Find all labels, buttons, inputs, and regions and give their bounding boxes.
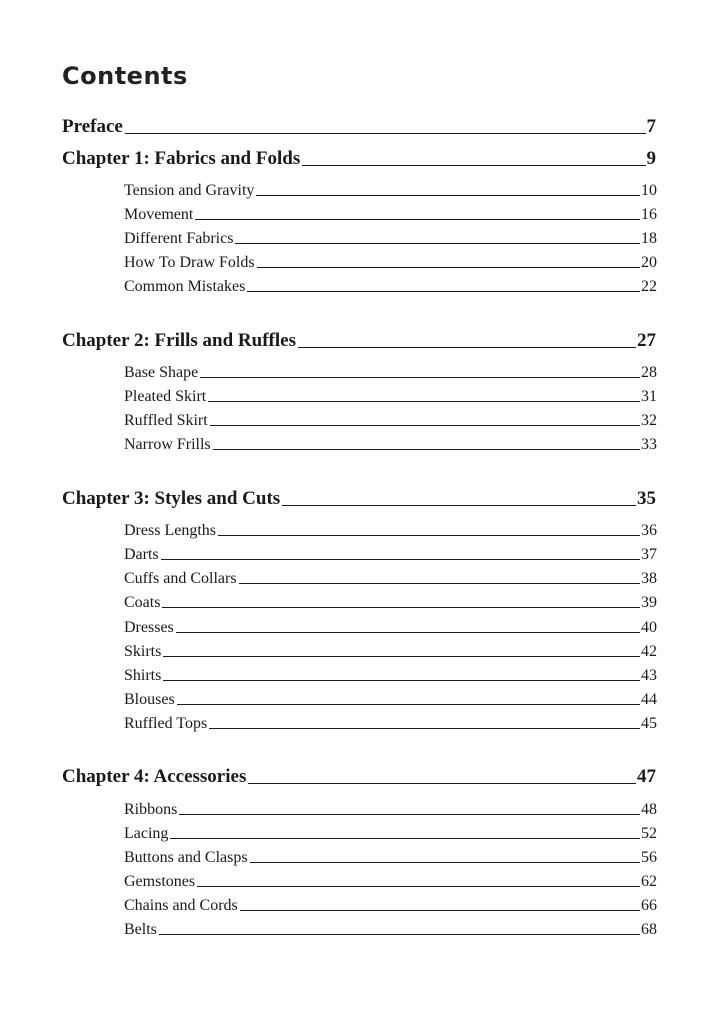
toc-subentry[interactable] (124, 362, 657, 382)
toc-entry-label: Dress Lengths (124, 522, 216, 539)
leader-line (282, 505, 636, 506)
toc-entry-page: 36 (641, 522, 657, 539)
toc-subentry[interactable] (124, 228, 657, 248)
toc-chapter-4[interactable] (62, 764, 656, 788)
toc-subentry[interactable] (124, 689, 657, 709)
toc-entry-page: 27 (637, 330, 656, 351)
toc-subentry[interactable] (124, 919, 657, 939)
toc-entry-label: Base Shape (124, 364, 199, 381)
toc-entry-label: Cuffs and Collars (124, 570, 237, 587)
toc-subentry[interactable] (124, 713, 657, 733)
leader-line (213, 449, 640, 450)
toc-subentry[interactable] (124, 544, 657, 564)
toc-entry-page: 45 (641, 715, 657, 732)
leader-line (162, 607, 640, 608)
leader-line (239, 583, 640, 584)
toc-entry-label: Narrow Frills (124, 436, 211, 453)
toc-subentry[interactable] (124, 871, 657, 891)
toc-entry-page: 39 (641, 594, 657, 611)
toc-subentry[interactable] (124, 434, 657, 454)
leader-line (161, 559, 640, 560)
toc-entry-page: 42 (641, 643, 657, 660)
toc-subentry[interactable] (124, 617, 657, 637)
toc-entry-page: 31 (641, 388, 657, 405)
toc-entry-page: 10 (641, 182, 657, 199)
leader-line (197, 886, 640, 887)
toc-entry-page: 48 (641, 801, 657, 818)
toc-entry-page: 66 (641, 897, 657, 914)
toc-entry-page: 47 (637, 766, 656, 787)
leader-line (218, 535, 640, 536)
toc-entry-page: 56 (641, 849, 657, 866)
toc-subentry[interactable] (124, 568, 657, 588)
toc-entry-page: 32 (641, 412, 657, 429)
toc-entry-label: Movement (124, 206, 194, 223)
leader-line (176, 632, 640, 633)
toc-entry-page: 52 (641, 825, 657, 842)
toc-entry-page: 40 (641, 619, 657, 636)
toc-entry-label: Buttons and Clasps (124, 849, 248, 866)
toc-subentry[interactable] (124, 520, 657, 540)
toc-entry-label: Belts (124, 921, 157, 938)
toc-entry-label: Chapter 3: Styles and Cuts (62, 488, 281, 509)
toc-subentry[interactable] (124, 823, 657, 843)
toc-entry-label: Chapter 4: Accessories (62, 766, 247, 787)
toc-entry-label: Gemstones (124, 873, 196, 890)
toc-subentry[interactable] (124, 592, 657, 612)
leader-line (163, 680, 640, 681)
toc-subentry[interactable] (124, 799, 657, 819)
leader-line (177, 704, 640, 705)
toc-entry-label: Blouses (124, 691, 175, 708)
toc-entry-page: 16 (641, 206, 657, 223)
toc-entry-label: Darts (124, 546, 159, 563)
toc-entry-label: How To Draw Folds (124, 254, 255, 271)
toc-entry-preface[interactable] (62, 114, 656, 138)
toc-subentry[interactable] (124, 386, 657, 406)
toc-entry-page: 43 (641, 667, 657, 684)
toc-subentry[interactable] (124, 276, 657, 296)
page-title: Contents (62, 62, 188, 90)
toc-entry-label: Lacing (124, 825, 169, 842)
leader-line (179, 814, 640, 815)
leader-line (200, 377, 640, 378)
toc-entry-label: Pleated Skirt (124, 388, 207, 405)
toc-entry-page: 68 (641, 921, 657, 938)
toc-chapter-2[interactable] (62, 328, 656, 352)
toc-subentry[interactable] (124, 665, 657, 685)
toc-entry-label: Different Fabrics (124, 230, 234, 247)
toc-subentry[interactable] (124, 252, 657, 272)
leader-line (209, 728, 640, 729)
leader-line (302, 165, 645, 166)
toc-subentry[interactable] (124, 847, 657, 867)
toc-entry-page: 44 (641, 691, 657, 708)
toc-entry-page: 18 (641, 230, 657, 247)
toc-entry-label: Tension and Gravity (124, 182, 255, 199)
toc-chapter-1[interactable] (62, 146, 656, 170)
toc-entry-label: Dresses (124, 619, 174, 636)
leader-line (170, 838, 640, 839)
toc-subentry[interactable] (124, 180, 657, 200)
leader-line (257, 267, 640, 268)
toc-entry-label: Skirts (124, 643, 162, 660)
leader-line (195, 219, 640, 220)
leader-line (247, 291, 640, 292)
toc-entry-page: 37 (641, 546, 657, 563)
toc-entry-label: Chains and Cords (124, 897, 238, 914)
toc-entry-page: 20 (641, 254, 657, 271)
toc-entry-page: 28 (641, 364, 657, 381)
toc-entry-page: 22 (641, 278, 657, 295)
leader-line (256, 195, 640, 196)
toc-subentry[interactable] (124, 895, 657, 915)
toc-entry-label: Shirts (124, 667, 162, 684)
toc-entry-page: 33 (641, 436, 657, 453)
toc-entry-label: Ribbons (124, 801, 178, 818)
toc-subentry[interactable] (124, 204, 657, 224)
toc-chapter-3[interactable] (62, 486, 656, 510)
leader-line (208, 401, 640, 402)
toc-subentry[interactable] (124, 410, 657, 430)
leader-line (298, 347, 636, 348)
toc-entry-label: Chapter 1: Fabrics and Folds (62, 148, 301, 169)
toc-entry-page: 7 (646, 116, 656, 137)
toc-entry-label: Common Mistakes (124, 278, 246, 295)
leader-line (163, 656, 640, 657)
toc-entry-label: Ruffled Tops (124, 715, 208, 732)
toc-entry-page: 62 (641, 873, 657, 890)
toc-entry-label: Ruffled Skirt (124, 412, 208, 429)
leader-line (250, 862, 640, 863)
leader-line (125, 133, 646, 134)
leader-line (235, 243, 640, 244)
toc-subentry[interactable] (124, 641, 657, 661)
leader-line (159, 934, 640, 935)
toc-entry-label: Chapter 2: Frills and Ruffles (62, 330, 296, 351)
toc-entry-page: 9 (646, 148, 656, 169)
toc-entry-label: Coats (124, 594, 161, 611)
toc-entry-label: Preface (62, 116, 123, 137)
toc-entry-page: 35 (637, 488, 656, 509)
toc-entry-page: 38 (641, 570, 657, 587)
leader-line (248, 783, 636, 784)
leader-line (210, 425, 640, 426)
leader-line (240, 910, 640, 911)
